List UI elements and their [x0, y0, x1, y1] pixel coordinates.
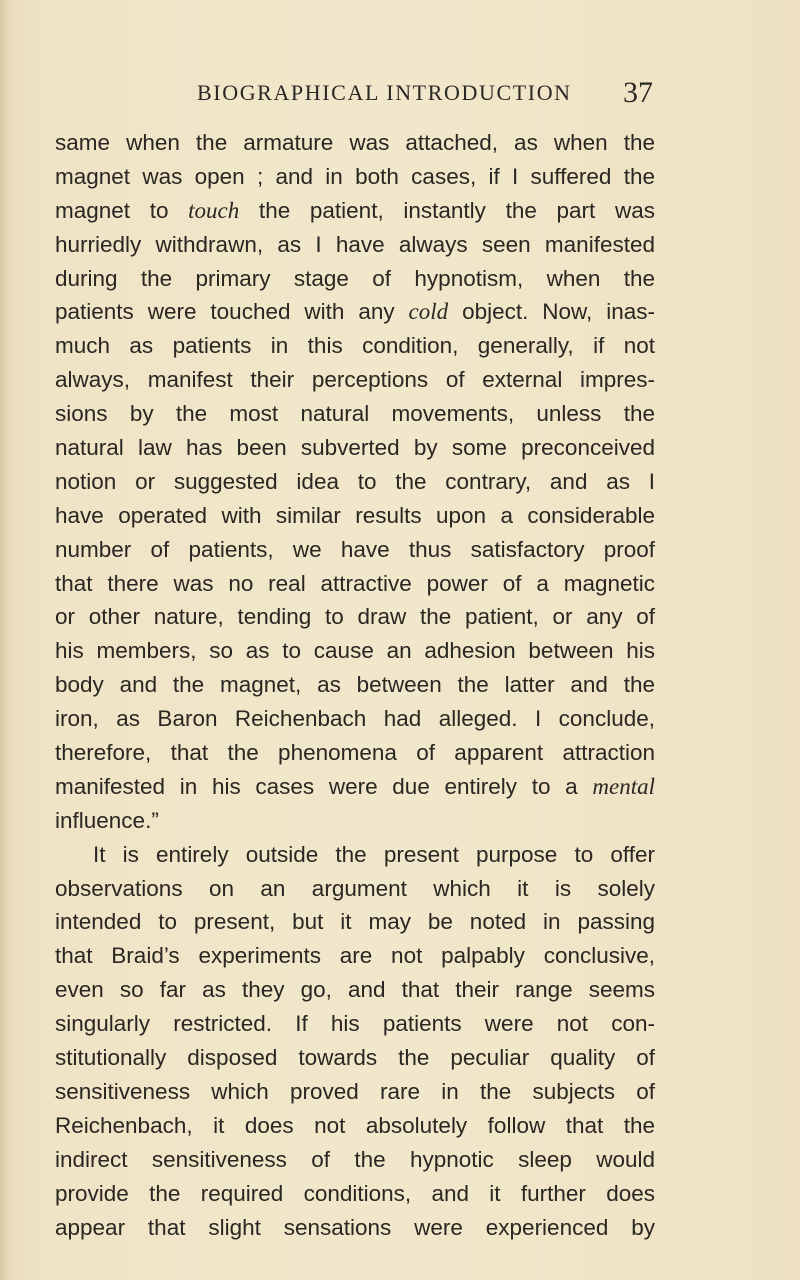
- page-header: [197, 76, 657, 110]
- text-line: sions by the most natural movements, unless the: [55, 401, 655, 427]
- text-run: magnet to: [55, 197, 189, 223]
- text-line: intended to present, but it may be noted in passing: [55, 909, 655, 935]
- text-run: manifested in his cases were due entirely to a: [55, 773, 593, 799]
- text-line: have operated with similar results upon a considerable: [55, 502, 655, 528]
- text-line: even so far as they go, and that their range seems: [55, 977, 655, 1003]
- text-line: [55, 770, 655, 804]
- text-run: patients were touched with any: [55, 299, 409, 325]
- text-line: observations on an argument which it is solely: [55, 875, 655, 901]
- text-line: influence.”: [55, 807, 159, 833]
- text-line: [55, 295, 655, 329]
- text-line: notion or suggested idea to the contrary, and as I: [55, 468, 655, 494]
- text-line: magnet was open ; and in both cases, if I suffered the: [55, 163, 655, 189]
- text-line: much as patients in this condition, generally, if not: [55, 333, 655, 359]
- text-line: always, manifest their perceptions of external impres-: [55, 367, 655, 393]
- text-line: natural law has been subverted by some preconceived: [55, 435, 655, 461]
- text-line: provide the required conditions, and it further does: [55, 1180, 655, 1206]
- text-run: object. Now, inas-: [448, 299, 656, 325]
- text-line: iron, as Baron Reichenbach had alleged. I conclude,: [55, 706, 655, 732]
- text-line: hurriedly withdrawn, as I have always seen manifested: [55, 231, 655, 257]
- text-line: [55, 194, 655, 228]
- text-line: Reichenbach, it does not absolutely follow that the: [55, 1112, 655, 1138]
- text-line: that there was no real attractive power of a magnetic: [55, 570, 655, 596]
- text-line: that Braid’s experiments are not palpably conclusive,: [55, 943, 655, 969]
- paragraph-start-line: It is entirely outside the present purpose to offer: [93, 841, 655, 867]
- text-line: therefore, that the phenomena of apparent attraction: [55, 740, 655, 766]
- text-line: same when the armature was attached, as when the: [55, 130, 655, 155]
- emphasis-touch: touch: [188, 197, 240, 223]
- running-head: BIOGRAPHICAL INTRODUCTION: [197, 80, 572, 105]
- text-run: the patient, instantly the part was: [239, 197, 655, 223]
- text-line: stitutionally disposed towards the peculiar quality of: [55, 1045, 655, 1071]
- emphasis-mental: mental: [592, 773, 655, 799]
- text-line: number of patients, we have thus satisfactory proof: [55, 536, 655, 562]
- text-line: singularly restricted. If his patients were not con-: [55, 1011, 655, 1037]
- text-line: or other nature, tending to draw the patient, or any of: [55, 604, 655, 630]
- text-line: indirect sensitiveness of the hypnotic sleep would: [55, 1146, 655, 1172]
- text-line: body and the magnet, as between the latter and the: [55, 672, 655, 698]
- page-gutter-shadow: [0, 0, 10, 1280]
- text-line: appear that slight sensations were experienced by: [55, 1214, 655, 1240]
- text-line: his members, so as to cause an adhesion between his: [55, 638, 655, 664]
- emphasis-cold: cold: [408, 299, 449, 325]
- page-number: 37: [623, 76, 653, 109]
- text-line: during the primary stage of hypnotism, when the: [55, 265, 655, 291]
- text-line: sensitiveness which proved rare in the subjects of: [55, 1078, 655, 1104]
- body-text: [55, 126, 655, 1244]
